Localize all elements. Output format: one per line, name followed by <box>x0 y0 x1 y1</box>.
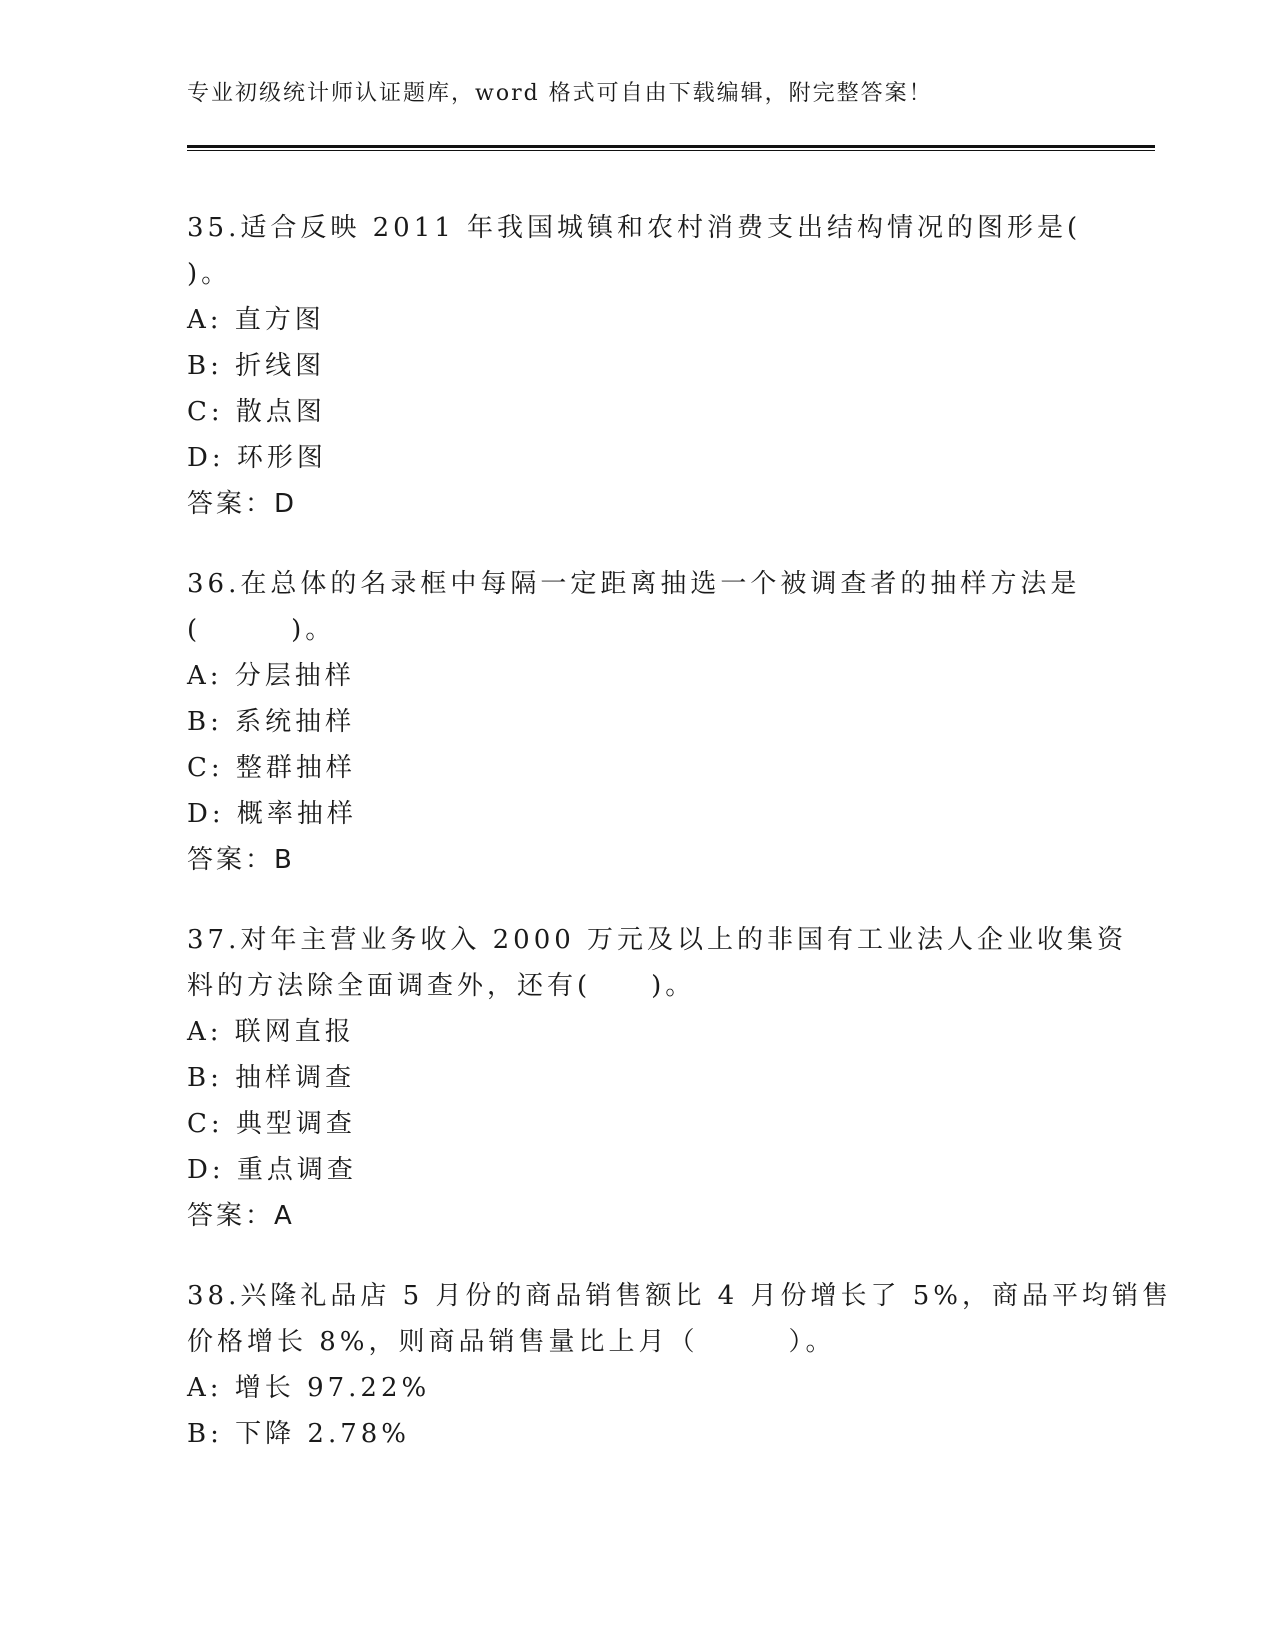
option-d: D: 重点调查 <box>187 1155 357 1185</box>
option-a: A: 分层抽样 <box>187 661 355 691</box>
question-stem-line: 价格增长 8%，则商品销售量比上月（ ）。 <box>187 1327 836 1357</box>
header-divider-thick <box>187 145 1155 148</box>
option-b: B: 折线图 <box>187 351 326 381</box>
question-stem-line: 料的方法除全面调查外，还有( )。 <box>187 971 696 1001</box>
option-c: C: 散点图 <box>187 397 326 427</box>
option-b: B: 系统抽样 <box>187 707 356 737</box>
answer-line: 答案：A <box>187 1201 295 1231</box>
option-d: D: 概率抽样 <box>187 799 357 829</box>
option-b: B: 抽样调查 <box>187 1063 356 1093</box>
question-36 <box>187 561 1087 883</box>
option-c: C: 整群抽样 <box>187 753 356 783</box>
question-stem-line: 38.兴隆礼品店 5 月份的商品销售额比 4 月份增长了 5%，商品平均销售 <box>187 1281 1173 1311</box>
option-a: A: 联网直报 <box>187 1017 355 1047</box>
question-stem-line: )。 <box>187 259 232 289</box>
question-stem-line: 35.适合反映 2011 年我国城镇和农村消费支出结构情况的图形是( <box>187 213 1082 243</box>
page-header: 专业初级统计师认证题库，word 格式可自由下载编辑，附完整答案！ <box>187 81 933 106</box>
header-divider-thin <box>187 150 1155 151</box>
option-a: A: 直方图 <box>187 305 325 335</box>
question-list <box>187 205 1173 1491</box>
question-35 <box>187 205 1087 527</box>
option-d: D: 环形图 <box>187 443 327 473</box>
option-c: C: 典型调查 <box>187 1109 356 1139</box>
answer-line: 答案：B <box>187 845 295 875</box>
question-stem-line: 36.在总体的名录框中每隔一定距离抽选一个被调查者的抽样方法是 <box>187 569 1081 599</box>
question-37 <box>187 917 1128 1239</box>
question-stem-line: ( )。 <box>187 615 336 645</box>
question-stem-line: 37.对年主营业务收入 2000 万元及以上的非国有工业法人企业收集资 <box>187 925 1128 955</box>
answer-line: 答案：D <box>187 489 298 519</box>
option-b: B: 下降 2.78% <box>187 1419 410 1449</box>
question-38 <box>187 1273 1173 1457</box>
option-a: A: 增长 97.22% <box>187 1373 431 1403</box>
